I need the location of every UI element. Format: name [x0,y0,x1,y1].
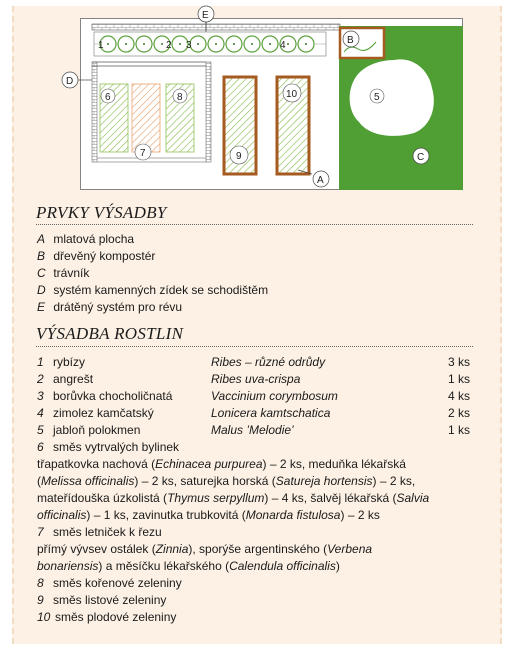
bed-label-10: 10 [286,89,298,100]
element-item: C trávník [37,266,90,280]
bed-label-5: 5 [374,92,380,103]
elements-title: PRVKY VÝSADBY [36,203,167,222]
element-item: D systém kamenných zídek se schodištěm [37,283,269,297]
bed-label-8: 8 [177,92,183,103]
marker-c: C [417,152,425,163]
marker-a: A [317,175,324,186]
marker-d: D [66,76,74,87]
staircase [97,158,206,162]
element-item: E drátěný systém pro révu [37,300,183,314]
planting-rule [36,346,473,347]
bed-label-6: 6 [105,92,111,103]
elements-rule [36,224,473,225]
bed-label-4: 4 [280,40,286,51]
bed-label-2: 2 [166,40,172,51]
item6-line-2: (Melissa officinalis) – 2 ks, saturejka horská (Satureja hortensis) – 2 ks, [37,474,416,488]
element-item: B dřevěný kompostér [37,249,156,263]
item6-line-3: mateřídouška úzkolistá (Thymus serpyllum) – 4 ks, šalvěj lékařská (Salvia [37,491,430,505]
item7-line-1: přímý vývsev ostálek (Zinnia), sporýše argentinského (Verbena [37,542,373,556]
plan-outer-markers [0,0,514,90]
element-item: A mlatová plocha [37,232,135,246]
item6-line-4: officinalis) – 1 ks, zavinutka trubkovitá (Monarda fistulosa) – 2 ks [37,508,380,522]
item6-line-1: třapatkovka nachová (Echinacea purpurea) – 2 ks, meduňka lékařská [37,457,406,471]
item7-line-2: bonariensis) a měsíčku lékařského (Calendula officinalis) [37,559,340,573]
marker-b: B [347,35,354,46]
bed-label-1: 1 [98,40,104,51]
bed-label-3: 3 [186,40,192,51]
planting-title: VÝSADBA ROSTLIN [36,324,184,343]
marker-e: E [202,10,209,21]
bed-label-7: 7 [140,148,146,159]
bed-label-9: 9 [236,151,242,162]
bed-7 [132,84,160,152]
